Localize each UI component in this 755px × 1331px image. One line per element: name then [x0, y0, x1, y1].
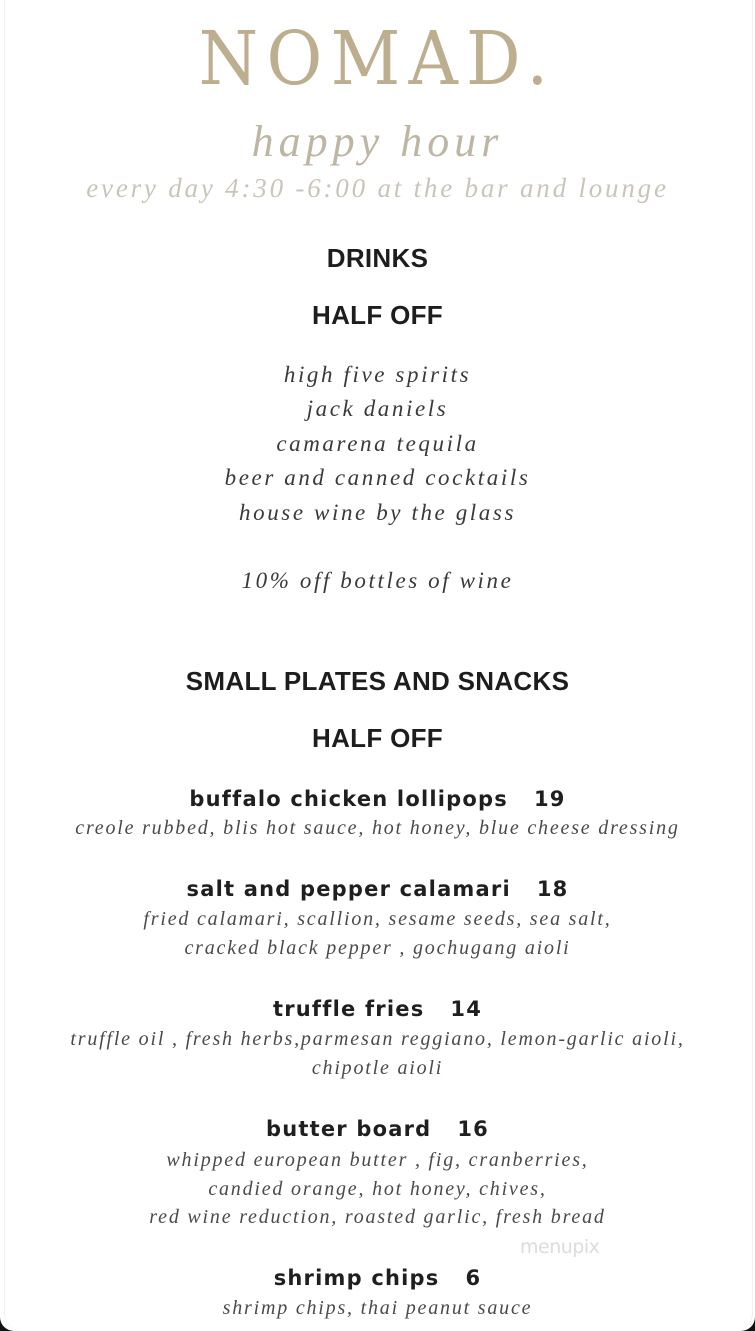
menu-item-price: 6: [465, 1266, 482, 1290]
description-line: shrimp chips, thai peanut sauce: [222, 1297, 533, 1319]
menu-item-title: [0, 1114, 755, 1144]
drink-item: house wine by the glass: [239, 499, 516, 525]
menu-item-title: [0, 784, 755, 814]
wine-bottle-discount-note: 10% off bottles of wine: [241, 568, 514, 593]
menu-item-price: 14: [450, 997, 483, 1021]
menu-item-price: 19: [533, 787, 566, 811]
drink-item: beer and canned cocktails: [224, 465, 531, 491]
menu-item-price: 18: [536, 877, 569, 901]
drinks-heading: DRINKS: [326, 243, 429, 273]
small-plates-discount-heading: HALF OFF: [312, 723, 443, 753]
menu-item-title: [0, 994, 755, 1024]
happy-hour-schedule: every day 4:30 -6:00 at the bar and lounge: [86, 173, 669, 203]
description-line: fried calamari, scallion, sesame seeds, sea salt,: [143, 908, 612, 930]
drink-item: high five spirits: [283, 362, 472, 387]
menu-item-name: butter board: [265, 1117, 432, 1141]
menu-item-description: [0, 1294, 755, 1323]
drinks-list: [0, 358, 755, 530]
description-line: truffle oil , fresh herbs,parmesan reggiano, lemon-garlic aioli,: [70, 1028, 685, 1050]
menu-item-title: [0, 874, 755, 904]
menu-item-title: [0, 1263, 755, 1293]
drink-item: camarena tequila: [276, 430, 479, 456]
small-plates-heading: SMALL PLATES AND SNACKS: [185, 666, 570, 696]
drinks-discount-heading: HALF OFF: [312, 300, 443, 330]
description-line: creole rubbed, blis hot sauce, hot honey, blue cheese dressing: [75, 817, 680, 839]
menu-item-description: [0, 1146, 755, 1232]
menupix-watermark: menupix: [520, 1236, 600, 1258]
menu-item-description: [0, 1025, 755, 1082]
menu-item-price: 16: [457, 1117, 489, 1141]
description-line: whipped european butter , fig, cranberries,: [166, 1149, 589, 1171]
menu-item-name: salt and pepper calamari: [186, 877, 511, 901]
menu-item-name: shrimp chips: [273, 1266, 440, 1290]
description-line: red wine reduction, roasted garlic, fresh bread: [149, 1206, 606, 1228]
menu-item-description: [0, 814, 755, 843]
brand-logo: NOMAD.: [198, 16, 557, 102]
description-line: candied orange, hot honey, chives,: [208, 1177, 547, 1200]
description-line: cracked black pepper , gochugang aioli: [184, 936, 571, 959]
drink-item: jack daniels: [306, 396, 449, 422]
menu-item-name: truffle fries: [272, 997, 425, 1021]
menu-item-name: buffalo chicken lollipops: [189, 787, 508, 811]
description-line: chipotle aioli: [311, 1056, 444, 1079]
happy-hour-title: happy hour: [251, 117, 504, 166]
menu-item-description: [0, 905, 755, 962]
